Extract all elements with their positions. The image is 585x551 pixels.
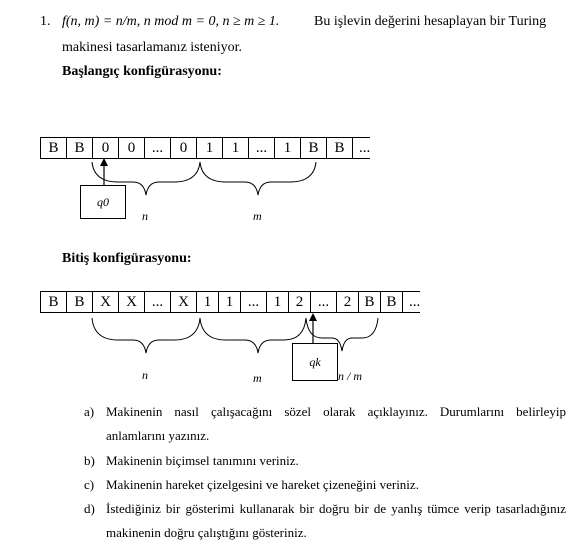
question-d (84, 497, 574, 545)
tape-cell: X (119, 292, 145, 312)
problem-number: 1. (40, 14, 51, 29)
tape-cell: ... (311, 292, 337, 312)
brace-label-m: m (253, 209, 262, 223)
tape-cell: ... (145, 292, 171, 312)
tape-cell: B (41, 138, 67, 158)
question-text: Makinenin hareket çizelgesini ve hareket çizeneğini veriniz. (106, 477, 419, 492)
start-state-box (80, 185, 126, 219)
problem-formula: f(n, m) = n/m, n mod m = 0, n ≥ m ≥ 1. (62, 14, 280, 29)
tape-cell: ... (249, 138, 275, 158)
question-text: Makinenin nasıl çalışacağını sözel olarak açıklayınız. Durumlarını belirleyip anlamlarını yazınız. (106, 404, 566, 443)
question-marker: a) (84, 404, 95, 419)
brace-n (92, 318, 200, 353)
end-state-box (292, 343, 338, 381)
brace-label-n: n (142, 209, 148, 223)
question-marker: c) (84, 477, 95, 492)
problem-text-line1: Bu işlevin değerini hesaplayan bir Turing (314, 14, 547, 29)
tape-cell: 1 (219, 292, 241, 312)
question-text: İstediğiniz bir gösterimi kullanarak bir doğru bir de yanlış tümce verip tasarladığınız makinenin doğru çalıştığını gösteriniz. (106, 501, 566, 540)
tape-cell: 1 (275, 138, 301, 158)
tape-continuation: ... (409, 293, 421, 310)
tape-cell: 0 (171, 138, 197, 158)
tape-continuation: ... (359, 139, 371, 156)
problem-text-line2: makinesi tasarlamanız isteniyor. (62, 40, 243, 55)
tape-cell: B (327, 138, 353, 158)
tape-cell: 0 (93, 138, 119, 158)
end-heading: Bitiş konfigürasyonu: (62, 251, 192, 266)
brace-label-n-over-m: n / m (338, 369, 362, 383)
tape-cell: 1 (267, 292, 289, 312)
brace-m (200, 162, 316, 195)
tape-cell: B (67, 138, 93, 158)
start-tape (40, 137, 370, 159)
head-arrow-tip (100, 158, 108, 166)
brace-label-m: m (253, 371, 262, 385)
tape-cell: 2 (337, 292, 359, 312)
tape-cell: B (41, 292, 67, 312)
tape-cell: 1 (197, 292, 219, 312)
tape-cell: 0 (119, 138, 145, 158)
tape-cell: X (171, 292, 197, 312)
question-b (84, 449, 574, 473)
state-label: qk (309, 354, 321, 369)
question-text: Makinenin biçimsel tanımını veriniz. (106, 453, 299, 468)
tape-cell: ... (145, 138, 171, 158)
start-heading: Başlangıç konfigürasyonu: (62, 64, 222, 79)
tape-cell: B (381, 292, 403, 312)
question-a (84, 400, 574, 448)
tape-cell: B (359, 292, 381, 312)
head-arrow-tip (309, 313, 317, 321)
question-marker: b) (84, 453, 95, 468)
tape-cell: X (93, 292, 119, 312)
tape-cell: B (301, 138, 327, 158)
state-label: q0 (97, 194, 109, 209)
end-tape (40, 291, 420, 313)
tape-cell: ... (241, 292, 267, 312)
brace-label-n: n (142, 368, 148, 382)
brace-m (200, 318, 306, 353)
question-marker: d) (84, 501, 95, 516)
question-c (84, 473, 574, 497)
tape-cell: B (67, 292, 93, 312)
tape-cell: 1 (197, 138, 223, 158)
tape-cell: 1 (223, 138, 249, 158)
tape-cell: 2 (289, 292, 311, 312)
